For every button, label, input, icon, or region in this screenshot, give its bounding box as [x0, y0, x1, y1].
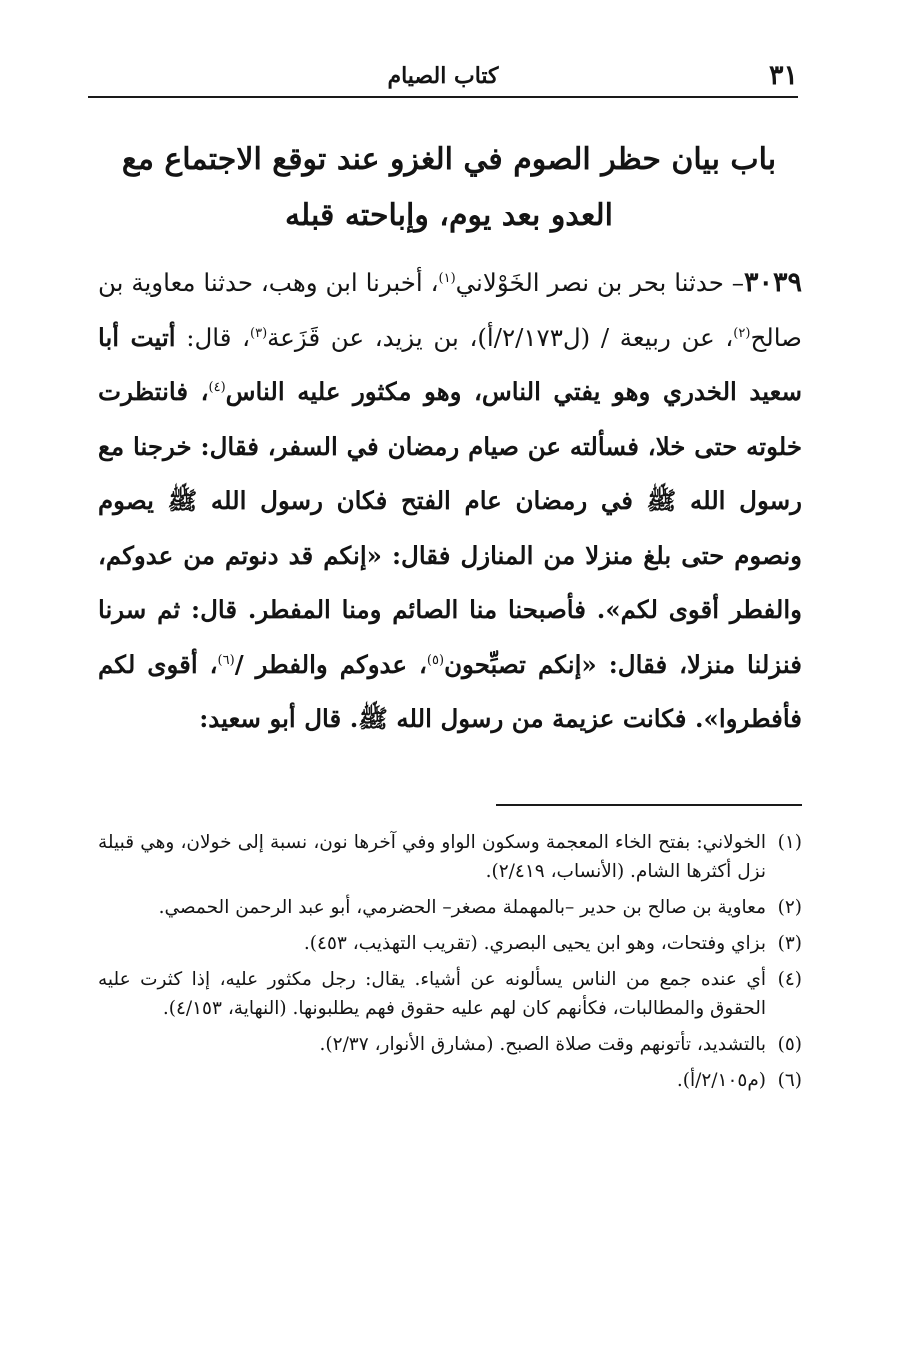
- footnote-marker: (٣): [777, 933, 802, 954]
- chapter-title: باب بيان حظر الصوم في الغزو عند توقع الاجتماع مع العدو بعد يوم، وإباحته قبله: [121, 142, 777, 233]
- footnote-text: معاوية بن صالح بن حدير –بالمهملة مصغر– الحضرمي، أبو عبد الرحمن الحمصي.: [158, 897, 766, 918]
- footnote-ref-6: (٦): [217, 652, 235, 668]
- header-rule: [88, 96, 798, 98]
- isnad-part-4: ، قال:: [175, 322, 251, 352]
- footnote-marker: (٥): [777, 1034, 802, 1055]
- page-number: ٣١: [768, 60, 798, 91]
- footnote-ref-2: (٢): [733, 325, 751, 341]
- footnote-item: [98, 929, 802, 958]
- hadith-paragraph: [98, 256, 802, 747]
- running-title: كتاب الصيام: [387, 63, 499, 89]
- footnote-ref-5: (٥): [426, 652, 445, 668]
- footnotes-list: [98, 828, 802, 1102]
- footnote-ref-3: (٣): [250, 325, 268, 341]
- footnote-text: الخولاني: بفتح الخاء المعجمة وسكون الواو وفي آخرها نون، نسبة إلى خولان، وهي قبيلة نزل أكثرها الشام. (الأنساب، ٢/٤١٩).: [98, 832, 766, 882]
- footnote-text: بزاي وفتحات، وهو ابن يحيى البصري. (تقريب التهذيب، ٤٥٣).: [303, 933, 766, 954]
- footnote-ref-4: (٤): [208, 379, 226, 395]
- matn-part-2: ، فانتظرت خلوته حتى خلا، فسألته عن صيام رمضان في السفر، فقال: خرجنا مع رسول الله ﷺ في رمضان عام الفتح فكان رسول الله ﷺ يصوم ونصوم حتى بلغ منزلا من المنازل فقال: «إنكم قد دنوتم من عدوكم، والفطر أقوى لكم». فأصبحنا منا الصائم ومنا المفطر. قال: ثم سرنا فنزلنا منزلا، فقال: «إنكم تصبِّحون: [98, 377, 802, 679]
- matn-part-1: أتيت أبا سعيد الخدري وهو يفتي الناس، وهو مكثور عليه الناس: [98, 322, 802, 406]
- matn-part-4: ، أقوى لكم فأفطروا». فكانت عزيمة من رسول الله ﷺ. قال أبو سعيد:: [98, 649, 802, 733]
- hadith-number: ٣٠٣٩: [743, 267, 802, 298]
- isnad-part-2: ، أخبرنا ابن وهب، حدثنا معاوية بن صالح: [98, 268, 802, 352]
- footnote-item: [98, 828, 802, 886]
- footnote-marker: (١): [777, 832, 802, 853]
- footnote-marker: (٤): [777, 969, 802, 990]
- footnote-text: أي عنده جمع من الناس يسألونه عن أشياء. يقال: رجل مكثور عليه، إذا كثرت عليه الحقوق والمطالبات، فكأنهم كان لهم عليه حقوق فهم يطلبونها. (النهاية، ٤/١٥٣).: [98, 969, 766, 1019]
- matn-part-3: ، عدوكم والفطر /: [234, 649, 427, 679]
- footnote-text: (م٢/١٠٥/أ).: [676, 1070, 766, 1091]
- footnote-separator: [496, 804, 802, 806]
- footnote-item: [98, 965, 802, 1023]
- footnote-marker: (٦): [777, 1070, 802, 1091]
- footnote-ref-1: (١): [438, 270, 456, 286]
- footnote-item: [98, 1066, 802, 1095]
- running-header: [88, 58, 798, 98]
- footnote-marker: (٢): [777, 897, 802, 918]
- isnad-part-1: – حدثنا بحر بن نصر الخَوْلاني: [455, 268, 744, 297]
- isnad-part-3: ، عن ربيعة / (ل٢/١٧٣/أ)، بن يزيد، عن قَزَعة: [267, 322, 734, 352]
- footnote-item: [98, 893, 802, 922]
- footnote-item: [98, 1030, 802, 1059]
- footnote-text: بالتشديد، تأتونهم وقت صلاة الصبح. (مشارق الأنوار، ٢/٣٧).: [319, 1034, 766, 1055]
